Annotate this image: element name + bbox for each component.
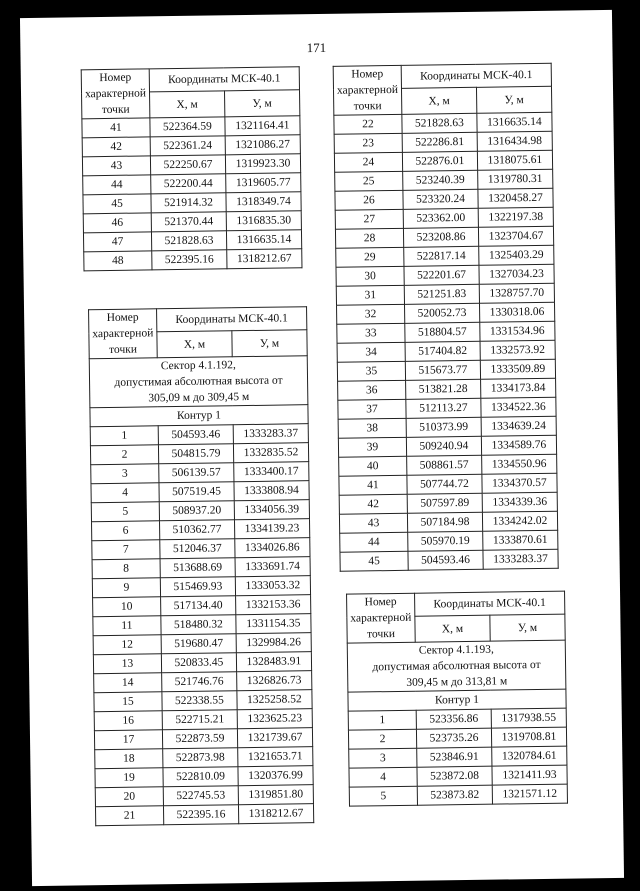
- y-coordinate-cell: 1319780.31: [478, 169, 553, 189]
- y-coordinate-cell: 1332835.52: [233, 443, 308, 463]
- y-coordinate-cell: 1331154.35: [236, 614, 311, 634]
- x-coordinate-cell: 505970.19: [408, 531, 483, 551]
- point-number-cell: 10: [93, 597, 161, 617]
- y-coordinate-cell: 1334522.36: [481, 397, 556, 417]
- y-coordinate-cell: 1321653.71: [238, 747, 313, 767]
- point-number-cell: 32: [337, 304, 405, 324]
- coordinates-table-4: [346, 591, 568, 807]
- point-number-cell: 12: [93, 635, 161, 655]
- table-row: [334, 150, 552, 172]
- coordinates-header: Координаты МСК-40.1: [149, 67, 299, 92]
- x-column-header: X, м: [415, 615, 490, 642]
- height-line-1: допустимая абсолютная высота от: [372, 658, 541, 674]
- y-coordinate-cell: 1332573.92: [480, 340, 555, 360]
- x-coordinate-cell: 522715.21: [162, 710, 237, 730]
- sector-caption: [347, 640, 566, 692]
- point-number-cell: 42: [339, 494, 407, 514]
- point-number-cell: 44: [340, 532, 408, 552]
- table-row: [94, 709, 312, 731]
- table-row: [336, 283, 554, 305]
- table-row: [91, 500, 309, 522]
- x-coordinate-cell: 515469.93: [160, 577, 235, 597]
- x-coordinate-cell: 523872.08: [417, 766, 492, 786]
- y-coordinate-cell: 1318212.67: [227, 249, 302, 269]
- x-column-header: X, м: [401, 87, 476, 114]
- x-coordinate-cell: 522250.67: [150, 155, 225, 175]
- table-row: [338, 435, 556, 457]
- table-row: [340, 549, 558, 571]
- point-number-cell: 34: [337, 342, 405, 362]
- x-coordinate-cell: 521746.76: [162, 672, 237, 692]
- point-number-cell: 17: [94, 730, 162, 750]
- x-coordinate-cell: 519680.47: [161, 634, 236, 654]
- table-row: [92, 557, 310, 579]
- point-number-cell: 38: [338, 418, 406, 438]
- y-coordinate-cell: 1320376.99: [238, 766, 313, 786]
- y-coordinate-cell: 1333691.74: [235, 557, 310, 577]
- point-number-cell: 4: [349, 767, 417, 787]
- contour-label: Контур 1: [348, 689, 566, 711]
- table-row: [91, 462, 309, 484]
- point-number-cell: 44: [83, 175, 151, 195]
- point-number-cell: 21: [95, 806, 163, 826]
- point-number-cell: 22: [334, 114, 402, 134]
- x-coordinate-cell: 520052.73: [404, 303, 479, 323]
- x-coordinate-cell: 510362.77: [159, 520, 234, 540]
- point-number-cell: 31: [336, 285, 404, 305]
- point-number-cell: 19: [95, 768, 163, 788]
- y-coordinate-cell: 1321086.27: [225, 135, 300, 155]
- table-row: [334, 131, 552, 153]
- y-coordinate-cell: 1321571.12: [492, 784, 567, 804]
- y-column-header: У, м: [490, 614, 565, 641]
- y-coordinate-cell: 1319851.80: [238, 785, 313, 805]
- table-row: [335, 226, 553, 248]
- x-coordinate-cell: 506139.57: [159, 463, 234, 483]
- x-coordinate-cell: 522395.16: [163, 805, 238, 825]
- x-coordinate-cell: 510373.99: [406, 417, 481, 437]
- table-row: [93, 652, 311, 674]
- table-row: [94, 728, 312, 750]
- table-row: [95, 766, 313, 788]
- x-coordinate-cell: 522338.55: [162, 691, 237, 711]
- y-coordinate-cell: 1319923.30: [225, 154, 300, 174]
- x-coordinate-cell: 512046.37: [160, 539, 235, 559]
- y-column-header: У, м: [476, 86, 551, 113]
- x-coordinate-cell: 523873.82: [417, 785, 492, 805]
- table-row: [335, 169, 553, 191]
- height-line-2: 305,09 м до 309,45 м: [148, 391, 250, 405]
- table-row: [349, 746, 567, 768]
- y-coordinate-cell: 1319605.77: [226, 173, 301, 193]
- point-number-cell: 41: [82, 118, 150, 138]
- y-coordinate-cell: 1320784.61: [492, 746, 567, 766]
- table-row: [92, 576, 310, 598]
- y-coordinate-cell: 1328483.91: [236, 652, 311, 672]
- x-coordinate-cell: 523320.24: [403, 189, 478, 209]
- x-coordinate-cell: 517404.82: [405, 341, 480, 361]
- x-coordinate-cell: 521914.32: [151, 193, 226, 213]
- table-row: [337, 340, 555, 362]
- table-row: [94, 690, 312, 712]
- page-number: 171: [306, 39, 327, 56]
- point-number-cell: 48: [84, 251, 152, 271]
- y-coordinate-cell: 1328757.70: [479, 283, 554, 303]
- x-coordinate-cell: 522395.16: [152, 250, 227, 270]
- table-row: [95, 785, 313, 807]
- table-row: [83, 173, 301, 195]
- table-row: [335, 188, 553, 210]
- table-row: [92, 519, 310, 541]
- point-number-cell: 15: [94, 692, 162, 712]
- table-row: [95, 747, 313, 769]
- y-coordinate-cell: 1321411.93: [492, 765, 567, 785]
- table-row: [338, 378, 556, 400]
- y-coordinate-cell: 1334370.57: [482, 473, 557, 493]
- y-coordinate-cell: 1334339.36: [482, 492, 557, 512]
- x-coordinate-cell: 507519.45: [159, 482, 234, 502]
- y-coordinate-cell: 1334242.02: [482, 511, 557, 531]
- y-coordinate-cell: 1333509.89: [480, 359, 555, 379]
- x-coordinate-cell: 522873.98: [163, 748, 238, 768]
- y-coordinate-cell: 1316635.14: [477, 112, 552, 132]
- x-coordinate-cell: 523735.26: [416, 728, 491, 748]
- x-coordinate-cell: 515673.77: [405, 360, 480, 380]
- point-number-cell: 6: [92, 521, 160, 541]
- table-row: [336, 264, 554, 286]
- point-number-cell: 2: [348, 729, 416, 749]
- x-coordinate-cell: 522810.09: [163, 767, 238, 787]
- table-row: [337, 321, 555, 343]
- point-number-cell: 46: [83, 213, 151, 233]
- point-number-cell: 45: [340, 551, 408, 571]
- point-number-cell: 3: [91, 464, 159, 484]
- y-coordinate-cell: 1330318.06: [479, 302, 554, 322]
- x-coordinate-cell: 507597.89: [407, 493, 482, 513]
- point-number-header: Номер характерной точки: [81, 69, 150, 119]
- point-number-cell: 33: [337, 323, 405, 343]
- y-coordinate-cell: 1327034.23: [479, 264, 554, 284]
- point-number-cell: 27: [335, 209, 403, 229]
- coordinates-header: Координаты МСК-40.1: [156, 307, 306, 332]
- table-row: [339, 511, 557, 533]
- point-number-cell: 25: [335, 171, 403, 191]
- y-coordinate-cell: 1317938.55: [491, 708, 566, 728]
- x-coordinate-cell: 509240.94: [406, 436, 481, 456]
- x-coordinate-cell: 522745.53: [163, 786, 238, 806]
- x-coordinate-cell: 522361.24: [150, 136, 225, 156]
- y-coordinate-cell: 1325403.29: [479, 245, 554, 265]
- table-row: [91, 481, 309, 503]
- y-coordinate-cell: 1321739.67: [237, 728, 312, 748]
- table-row: [349, 784, 567, 806]
- x-coordinate-cell: 521828.63: [402, 113, 477, 133]
- x-coordinate-cell: 518480.32: [161, 615, 236, 635]
- point-number-cell: 5: [91, 502, 159, 522]
- x-coordinate-cell: 504593.46: [158, 425, 233, 445]
- table-row: [92, 538, 310, 560]
- y-coordinate-cell: 1333283.37: [483, 549, 558, 569]
- table-row: [82, 116, 300, 138]
- y-coordinate-cell: 1333053.32: [235, 576, 310, 596]
- point-number-cell: 26: [335, 190, 403, 210]
- x-coordinate-cell: 504815.79: [158, 444, 233, 464]
- point-number-cell: 42: [82, 137, 150, 157]
- y-coordinate-cell: 1322197.38: [478, 207, 553, 227]
- point-number-cell: 4: [91, 483, 159, 503]
- table-row: [338, 397, 556, 419]
- table-row: [83, 192, 301, 214]
- x-coordinate-cell: 512113.27: [406, 398, 481, 418]
- table-row: [95, 804, 313, 826]
- y-coordinate-cell: 1334056.39: [234, 500, 309, 520]
- table-row: [339, 473, 557, 495]
- table-row: [82, 154, 300, 176]
- table-row: [337, 302, 555, 324]
- point-number-cell: 39: [338, 437, 406, 457]
- table-row: [340, 530, 558, 552]
- point-number-cell: 14: [94, 673, 162, 693]
- point-number-cell: 16: [94, 711, 162, 731]
- table-row: [334, 112, 552, 134]
- x-coordinate-cell: 522201.67: [404, 265, 479, 285]
- x-coordinate-cell: 523846.91: [417, 747, 492, 767]
- table-row: [94, 671, 312, 693]
- table-row: [93, 614, 311, 636]
- point-number-cell: 5: [349, 786, 417, 806]
- table-row: [339, 492, 557, 514]
- y-coordinate-cell: 1323704.67: [478, 226, 553, 246]
- table-row: [339, 454, 557, 476]
- x-coordinate-cell: 523362.00: [403, 208, 478, 228]
- point-number-cell: 13: [93, 654, 161, 674]
- y-coordinate-cell: 1318349.74: [226, 192, 301, 212]
- table-row: [337, 359, 555, 381]
- y-coordinate-cell: 1326826.73: [237, 671, 312, 691]
- x-coordinate-cell: 522364.59: [150, 117, 225, 137]
- y-coordinate-cell: 1332153.36: [235, 595, 310, 615]
- y-coordinate-cell: 1319708.81: [491, 727, 566, 747]
- point-number-cell: 1: [348, 710, 416, 730]
- table-row: [83, 211, 301, 233]
- point-number-cell: 28: [335, 228, 403, 248]
- y-coordinate-cell: 1320458.27: [478, 188, 553, 208]
- point-number-cell: 20: [95, 787, 163, 807]
- table-row: [93, 595, 311, 617]
- coordinates-table-1: [81, 66, 303, 271]
- sector-title: Сектор 4.1.193,: [418, 643, 494, 657]
- point-number-header: Номер характерной точки: [333, 65, 402, 115]
- y-coordinate-cell: 1333283.37: [233, 424, 308, 444]
- x-coordinate-cell: 518804.57: [405, 322, 480, 342]
- coordinates-table-3: [333, 63, 559, 572]
- table-row: [83, 230, 301, 252]
- x-coordinate-cell: 508937.20: [159, 501, 234, 521]
- x-coordinate-cell: 523208.86: [403, 227, 478, 247]
- coordinates-header: Координаты МСК-40.1: [414, 591, 564, 616]
- sector-title: Сектор 4.1.192,: [160, 359, 236, 373]
- point-number-cell: 45: [83, 194, 151, 214]
- x-coordinate-cell: 522286.81: [402, 132, 477, 152]
- point-number-cell: 40: [339, 456, 407, 476]
- point-number-cell: 2: [90, 445, 158, 465]
- y-coordinate-cell: 1334589.76: [481, 435, 556, 455]
- x-coordinate-cell: 517134.40: [160, 596, 235, 616]
- point-number-cell: 47: [83, 232, 151, 252]
- table-row: [84, 249, 302, 271]
- x-coordinate-cell: 523356.86: [416, 709, 491, 729]
- x-coordinate-cell: 522876.01: [402, 151, 477, 171]
- x-coordinate-cell: 522817.14: [404, 246, 479, 266]
- y-coordinate-cell: 1331534.96: [480, 321, 555, 341]
- y-coordinate-cell: 1333808.94: [234, 481, 309, 501]
- point-number-cell: 24: [334, 152, 402, 172]
- height-line-1: допустимая абсолютная высота от: [114, 374, 283, 389]
- y-coordinate-cell: 1334550.96: [482, 454, 557, 474]
- paper-sheet: [20, 10, 624, 886]
- y-coordinate-cell: 1334026.86: [235, 538, 310, 558]
- x-coordinate-cell: 521251.83: [404, 284, 479, 304]
- x-coordinate-cell: 508861.57: [407, 455, 482, 475]
- point-number-cell: 11: [93, 616, 161, 636]
- x-coordinate-cell: 504593.46: [408, 550, 483, 570]
- x-coordinate-cell: 522200.44: [151, 174, 226, 194]
- point-number-header: Номер характерной точки: [89, 309, 158, 359]
- x-coordinate-cell: 523240.39: [403, 170, 478, 190]
- point-number-cell: 30: [336, 266, 404, 286]
- coordinates-table-2: [88, 306, 314, 826]
- point-number-cell: 41: [339, 475, 407, 495]
- x-coordinate-cell: 507184.98: [407, 512, 482, 532]
- point-number-cell: 18: [95, 749, 163, 769]
- x-coordinate-cell: 507744.72: [407, 474, 482, 494]
- point-number-cell: 23: [334, 133, 402, 153]
- point-number-header: Номер характерной точки: [347, 593, 416, 643]
- point-number-cell: 9: [92, 578, 160, 598]
- y-coordinate-cell: 1334139.23: [234, 519, 309, 539]
- table-row: [335, 207, 553, 229]
- x-coordinate-cell: 521370.44: [151, 212, 226, 232]
- height-line-2: 309,45 м до 313,81 м: [406, 675, 508, 689]
- y-coordinate-cell: 1318212.67: [238, 804, 313, 824]
- point-number-cell: 29: [336, 247, 404, 267]
- y-coordinate-cell: 1316835.30: [226, 211, 301, 231]
- y-column-header: У, м: [224, 90, 299, 117]
- y-coordinate-cell: 1333400.17: [234, 462, 309, 482]
- coordinates-header: Координаты МСК-40.1: [401, 63, 551, 88]
- x-column-header: X, м: [149, 91, 224, 118]
- table-row: [348, 727, 566, 749]
- table-row: [348, 708, 566, 730]
- table-row: [90, 424, 308, 446]
- x-coordinate-cell: 513821.28: [406, 379, 481, 399]
- y-coordinate-cell: 1316434.98: [477, 131, 552, 151]
- table-row: [336, 245, 554, 267]
- x-coordinate-cell: 520833.45: [161, 653, 236, 673]
- x-coordinate-cell: 513688.69: [160, 558, 235, 578]
- point-number-cell: 36: [338, 380, 406, 400]
- point-number-cell: 8: [92, 559, 160, 579]
- x-column-header: X, м: [157, 331, 232, 358]
- y-coordinate-cell: 1329984.26: [236, 633, 311, 653]
- point-number-cell: 37: [338, 399, 406, 419]
- y-column-header: У, м: [232, 330, 307, 357]
- point-number-cell: 1: [90, 426, 158, 446]
- y-coordinate-cell: 1318075.61: [477, 150, 552, 170]
- y-coordinate-cell: 1333870.61: [483, 530, 558, 550]
- point-number-cell: 3: [349, 748, 417, 768]
- y-coordinate-cell: 1323625.23: [237, 709, 312, 729]
- table-row: [93, 633, 311, 655]
- table-row: [90, 443, 308, 465]
- point-number-cell: 43: [339, 513, 407, 533]
- y-coordinate-cell: 1316635.14: [226, 230, 301, 250]
- y-coordinate-cell: 1334173.84: [480, 378, 555, 398]
- point-number-cell: 35: [337, 361, 405, 381]
- y-coordinate-cell: 1321164.41: [225, 116, 300, 136]
- table-row: [338, 416, 556, 438]
- table-row: [82, 135, 300, 157]
- contour-label: Контур 1: [90, 405, 308, 427]
- y-coordinate-cell: 1325258.52: [237, 690, 312, 710]
- point-number-cell: 7: [92, 540, 160, 560]
- y-coordinate-cell: 1334639.24: [481, 416, 556, 436]
- x-coordinate-cell: 522873.59: [162, 729, 237, 749]
- sector-caption: [89, 356, 308, 408]
- table-row: [349, 765, 567, 787]
- x-coordinate-cell: 521828.63: [151, 231, 226, 251]
- point-number-cell: 43: [82, 156, 150, 176]
